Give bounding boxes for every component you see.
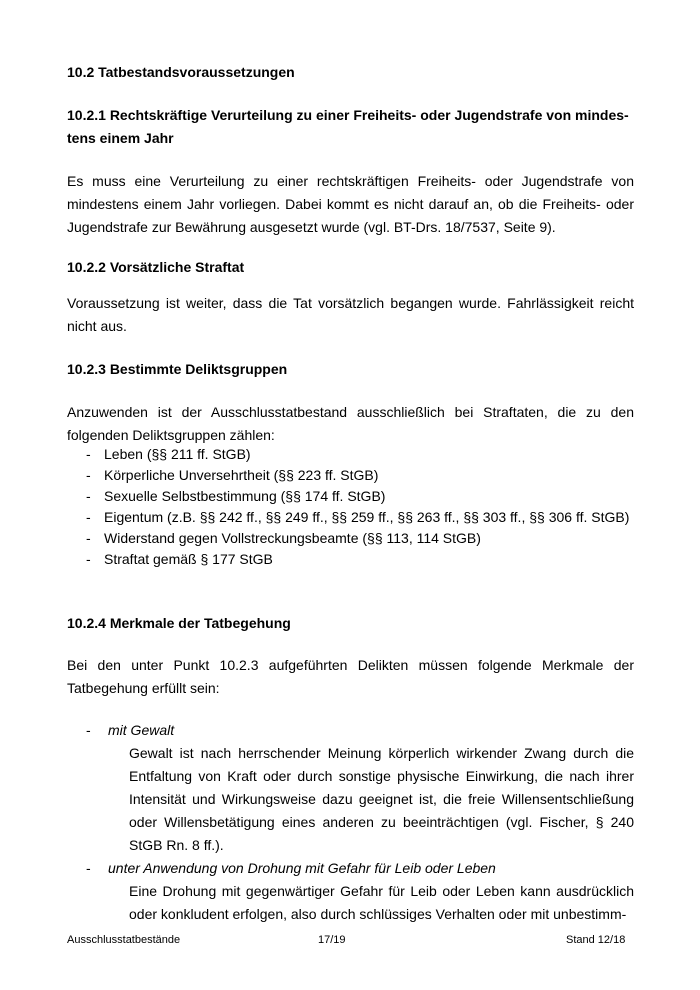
list-dash: - — [86, 509, 91, 525]
list-dash: - — [86, 722, 91, 738]
feature-description: Gewalt ist nach herrschender Meinung körperlich wirkender Zwang durch die Entfaltung von Kraft oder durch sonstige physische Einwirkung, die nach ihrer Intensität und Wirkungsweise dazu geeignet ist, die freie Willensentschließung oder Willensbetätigung eines anderen zu beeinträchtigen (vgl. Fischer, § 240 StGB Rn. 8 ff.). — [129, 745, 634, 853]
footer-page-number: 17/19 — [318, 934, 346, 946]
feature-term: mit Gewalt — [108, 722, 175, 738]
list-dash: - — [86, 488, 91, 504]
offence-group-list — [67, 444, 634, 570]
list-item: - Eigentum (z.B. §§ 242 ff., §§ 249 ff., §§ 259 ff., §§ 263 ff., §§ 303 ff., §§ 306 ff. StGB) — [67, 507, 634, 528]
footer-document-title: Ausschlusstatbestände — [67, 934, 181, 946]
list-dash: - — [86, 551, 91, 567]
paragraph-10-2-1: Es muss eine Verurteilung zu einer rechtskräftigen Freiheits- oder Jugendstrafe von mindestens einem Jahr vorliegen. Dabei kommt es nicht darauf an, ob die Freiheits- oder Jugendstrafe zur Bewährung ausgesetzt wurde (vgl. BT-Drs. 18/7537, Seite 9). — [67, 173, 634, 235]
list-item: - Straftat gemäß § 177 StGB — [67, 549, 634, 570]
list-item: - Sexuelle Selbstbestimmung (§§ 174 ff. StGB) — [67, 486, 634, 507]
feature-item-force — [67, 719, 634, 857]
feature-item-threat — [67, 857, 634, 926]
feature-list — [67, 719, 634, 926]
list-dash: - — [86, 446, 91, 462]
section-heading: 10.2 Tatbestandsvoraussetzungen — [67, 64, 295, 80]
list-dash: - — [86, 530, 91, 546]
subsection-heading-10-2-1: 10.2.1 Rechtskräftige Verurteilung zu einer Freiheits- oder Jugendstrafe von mindes-tens einem Jahr — [67, 107, 629, 146]
feature-description: Eine Drohung mit gegenwärtiger Gefahr für Leib oder Leben kann ausdrücklich oder konkludent erfolgen, also durch schlüssiges Verhalten oder mit unbestimm- — [129, 883, 634, 922]
subsection-heading-10-2-2: 10.2.2 Vorsätzliche Straftat — [67, 259, 245, 275]
paragraph-10-2-4: Bei den unter Punkt 10.2.3 aufgeführten Delikten müssen folgende Merkmale der Tatbegehung erfüllt sein: — [67, 657, 634, 696]
list-item: - Widerstand gegen Vollstreckungsbeamte (§§ 113, 114 StGB) — [67, 528, 634, 549]
subsection-heading-10-2-4: 10.2.4 Merkmale der Tatbegehung — [67, 615, 291, 631]
list-dash: - — [86, 467, 91, 483]
list-item: - Leben (§§ 211 ff. StGB) — [67, 444, 634, 465]
paragraph-10-2-3: Anzuwenden ist der Ausschlusstatbestand ausschließlich bei Straftaten, die zu den folgenden Deliktsgruppen zählen: — [67, 404, 634, 443]
paragraph-10-2-2: Voraussetzung ist weiter, dass die Tat vorsätzlich begangen wurde. Fahrlässigkeit reicht nicht aus. — [67, 295, 634, 334]
subsection-heading-10-2-3: 10.2.3 Bestimmte Deliktsgruppen — [67, 361, 288, 377]
feature-term: unter Anwendung von Drohung mit Gefahr für Leib oder Leben — [108, 860, 496, 876]
list-item: - Körperliche Unversehrtheit (§§ 223 ff. StGB) — [67, 465, 634, 486]
list-dash: - — [86, 860, 91, 876]
footer-version-date: Stand 12/18 — [566, 934, 626, 946]
